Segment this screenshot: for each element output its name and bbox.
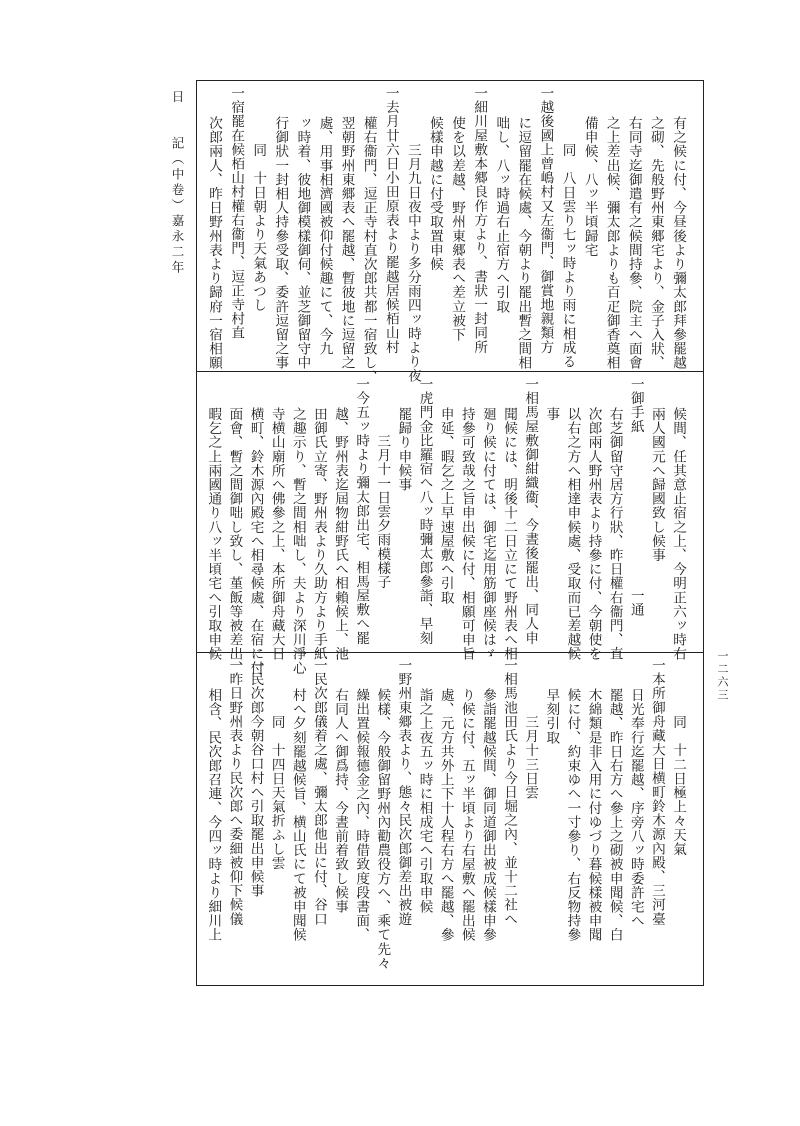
- text-column: 一細川屋敷本郷良作方より、書狀一封同所: [471, 86, 488, 354]
- text-column: 次郎兩人、昨日野州表より歸府一宿相願: [206, 115, 223, 370]
- text-column: 田御氏立寄、野州表より久助方より手紙: [310, 406, 327, 661]
- text-column: 一昨日野州表より民次郎へ委細被仰下候儀: [226, 658, 243, 926]
- text-column: 同 十日朝より天氣あつし: [250, 143, 267, 313]
- text-column: 木綿類是非入用に付ゆづり暮候樣被申聞: [585, 687, 602, 942]
- text-column: 相含、民次郎召連、今四ッ時より細川上: [205, 687, 222, 942]
- text-column: 面會、暫之間御咄し致し、堇飯等被差出、: [226, 406, 243, 675]
- text-column: 事: [543, 406, 560, 422]
- text-column: 同 十二日極上々天氣: [670, 715, 686, 857]
- text-column: 候樣申越に付受取置申候: [426, 115, 443, 272]
- text-column: 聞候には、明後十二日立にて野州表へ相: [501, 406, 517, 661]
- text-column: 暇乞之上兩國通り八ッ半頃宅へ引取申候: [205, 406, 222, 661]
- text-column: 之上差出候、彌太郎よりも百疋御香奠相: [603, 115, 620, 370]
- text-column: 三月十一日雲夕雨模樣子: [374, 434, 391, 590]
- text-column: 日光奉行迄罷越、序旁八ッ時委許宅へ: [627, 687, 644, 928]
- text-column: 同 八日雲り七ッ時より雨に相成る: [559, 143, 576, 369]
- text-column: に逗留罷在候處、今朝より罷出暫之間相: [515, 115, 532, 370]
- text-column: 罷歸り申候事: [395, 406, 412, 492]
- page-number: 一二六三: [716, 650, 729, 702]
- text-column: 右同寺迄御遣有之候間持參、院主へ面會: [625, 115, 642, 370]
- text-column: 候に付、約束ゆへ一寸參り、右反物持參: [564, 687, 581, 942]
- text-column: 越、野州表迄屆物紺野氏へ相賴候上、池: [332, 406, 348, 661]
- text-column: 横町、鈴木源內殿宅へ相尋候處、在宿に付: [247, 406, 264, 675]
- text-section-bottom: [196, 658, 704, 982]
- text-column: 一相馬池田氏より今日堀之內、並十二社へ: [501, 658, 517, 926]
- text-column: 次郎兩人野州表より持參に付、今朝使を: [585, 406, 602, 661]
- text-column: 右芝御留守居方行狀、昨日權右衞門、直: [606, 406, 623, 661]
- text-column: 一虎門金比羅宿へ八ッ時彌太郎參詣、早刻: [416, 377, 433, 645]
- text-section-top: [196, 86, 704, 384]
- text-column: 參詣罷越候間、御同道御出被成候樣申參: [479, 687, 496, 942]
- text-column: 之砌、先般野州東郷宅より、金子入狀、: [647, 115, 664, 370]
- text-column: 處、元方共外上下十人程右方へ罷越、參: [437, 687, 454, 942]
- text-column: 處、用事相濟國被仰付候趣にて、今九: [316, 115, 333, 356]
- text-column: 兩人國元へ歸國致し候事: [648, 406, 665, 563]
- text-column: 一本所御舟藏大日横町鈴木源內殿、三河臺: [648, 658, 665, 926]
- text-column: 一民次郎儀着之處、彌太郎他出に付、谷口: [310, 658, 327, 926]
- text-column: 以右之方へ相達申候處、受取而已差越候: [564, 406, 581, 661]
- text-column: 之趣示り、暫之間相咄し、夫より深川淨心: [289, 406, 306, 675]
- text-column: 備申候、八ッ半頃歸宅: [581, 115, 598, 257]
- text-column: 一今五ッ時より彌太郎出宅、相馬屋敷へ罷: [353, 377, 370, 645]
- text-column: 行御狀一封相人持參受取、委許逗留之事: [272, 115, 289, 370]
- text-column: 一相馬屋敷御紺織衞、今晝後罷出、同人申: [522, 377, 539, 645]
- text-column: 三月十三日雲: [522, 715, 539, 800]
- text-column: 繰出置候報德金之內、時借致度段書面、: [353, 687, 370, 942]
- text-column: 廻り候に付ては、御宅迄用筋御座候はゞ: [479, 406, 496, 661]
- text-column: 罷越、昨日右方へ參上之砌被申聞候、白: [606, 687, 623, 942]
- text-column: 一去月廿六日小田原表より罷越居候栢山村: [382, 86, 399, 354]
- text-column: 早刻引取: [543, 687, 560, 745]
- text-column: 同 十四日天氣折ふし雲: [268, 715, 285, 871]
- text-column: 一御手紙 一通: [627, 377, 644, 617]
- text-column: 權右衞門、逗正寺村直次郎共都一宿致し、: [360, 115, 377, 384]
- text-column: 右同人へ御爲持、今晝前着致し候事: [332, 687, 348, 914]
- text-column: 寺横山廟所へ佛參之上、本所御舟藏大日: [268, 406, 285, 661]
- text-column: ッ時着、彼地御模樣御伺、並芝御留守中: [294, 115, 311, 370]
- text-column: 申延、暇乞之上早速屋敷へ引取: [437, 406, 454, 605]
- text-column: 三月九日夜中より多分雨四ッ時より夜: [404, 143, 421, 383]
- text-column: 詣之上夜五ッ時に相成宅へ引取申候: [416, 687, 433, 914]
- text-column: 候間、任其意止宿之上、今明正六ッ時右: [670, 406, 686, 661]
- text-column: 持參可致哉之旨申出候に付、相願可申旨: [458, 406, 475, 661]
- text-section-middle: [196, 377, 704, 675]
- text-column: 一越後國上曾嶋村又左衞門、御賞地親類方: [537, 86, 554, 354]
- text-column: 一野州東郷表より、態々民次郎御差出被遊: [395, 658, 412, 926]
- text-column: 使を以差越、野州東郷表へ差立被下: [449, 115, 466, 342]
- text-column: 翌朝野州東郷表へ罷越、暫彼地に逗留之: [338, 115, 355, 370]
- text-column: り候に付、五ッ半頃より右屋敷へ罷出候: [458, 687, 475, 942]
- text-column: 村へ夕刻罷越候旨、横山氏にて被申聞候: [289, 687, 306, 942]
- text-column: 候樣、今般御留野州內勸農役方へ、乘て先々: [374, 687, 391, 970]
- text-column: 咄し、八ッ時過右止宿方へ引取: [493, 115, 510, 314]
- text-column: 一宿罷在候栢山村權右衞門、逗正寺村直: [228, 86, 245, 340]
- running-header: 日 記（中卷）嘉永二年: [170, 90, 185, 276]
- text-column: 有之候に付、今昼後より彌太郎拜參罷越: [670, 115, 686, 370]
- text-column: 一民次郎今朝谷口村へ引取罷出申候事: [247, 658, 264, 898]
